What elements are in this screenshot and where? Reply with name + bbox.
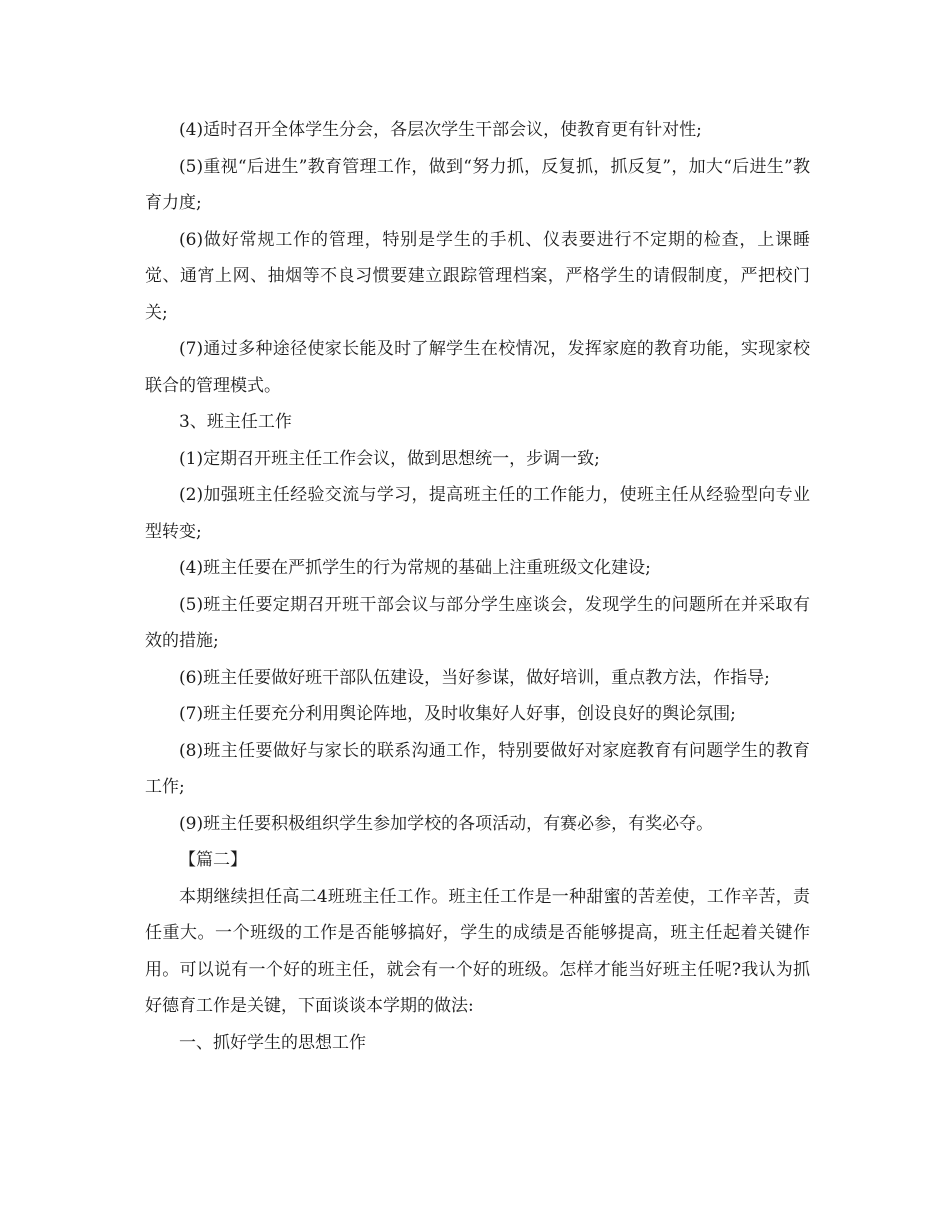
section-heading: 一、抓好学生的思想工作 xyxy=(179,1032,366,1053)
paragraph: (7)通过多种途径使家长能及时了解学生在校情况，发挥家庭的教育功能，实现家校联合的管理模式。 xyxy=(145,339,810,396)
paragraph: (8)班主任要做好与家长的联系沟通工作，特别要做好对家庭教育有问题学生的教育工作; xyxy=(145,740,810,797)
part-heading: 【篇二】 xyxy=(179,850,247,870)
paragraph: (1)定期召开班主任工作会议，做到思想统一，步调一致; xyxy=(179,448,600,469)
paragraph: (5)重视“后进生”教育管理工作，做到“努力抓，反复抓，抓反复”，加大“后进生”教育力度; xyxy=(145,156,810,213)
paragraph: (4)适时召开全体学生分会，各层次学生干部会议，使教育更有针对性; xyxy=(179,120,702,140)
paragraph: 本期继续担任高二4班班主任工作。班主任工作是一种甜蜜的苦差使，工作辛苦，责任重大。一个班级的工作是否能够搞好，学生的成绩是否能够提高，班主任起着关键作用。可以说有一个好的班主任，就会有一个好的班级。怎样才能当好班主任呢?我认为抓好德育工作是关键，下面谈谈本学期的做法: xyxy=(145,886,810,1016)
paragraph: (6)班主任要做好班干部队伍建设，当好参谋，做好培训，重点教方法，作指导; xyxy=(179,667,770,688)
paragraph: (5)班主任要定期召开班干部会议与部分学生座谈会，发现学生的问题所在并采取有效的措施; xyxy=(145,594,810,651)
paragraph: (9)班主任要积极组织学生参加学校的各项活动，有赛必参，有奖必夺。 xyxy=(179,813,714,834)
document-body xyxy=(145,112,810,1061)
section-heading: 3、班主任工作 xyxy=(179,412,292,432)
paragraph: (4)班主任要在严抓学生的行为常规的基础上注重班级文化建设; xyxy=(179,558,651,578)
paragraph: (7)班主任要充分利用舆论阵地，及时收集好人好事，创设良好的舆论氛围; xyxy=(179,704,736,724)
paragraph: (6)做好常规工作的管理，特别是学生的手机、仪表要进行不定期的检查，上课睡觉、通宵上网、抽烟等不良习惯要建立跟踪管理档案，严格学生的请假制度，严把校门关; xyxy=(145,229,810,323)
paragraph: (2)加强班主任经验交流与学习，提高班主任的工作能力，使班主任从经验型向专业型转变; xyxy=(145,485,810,542)
